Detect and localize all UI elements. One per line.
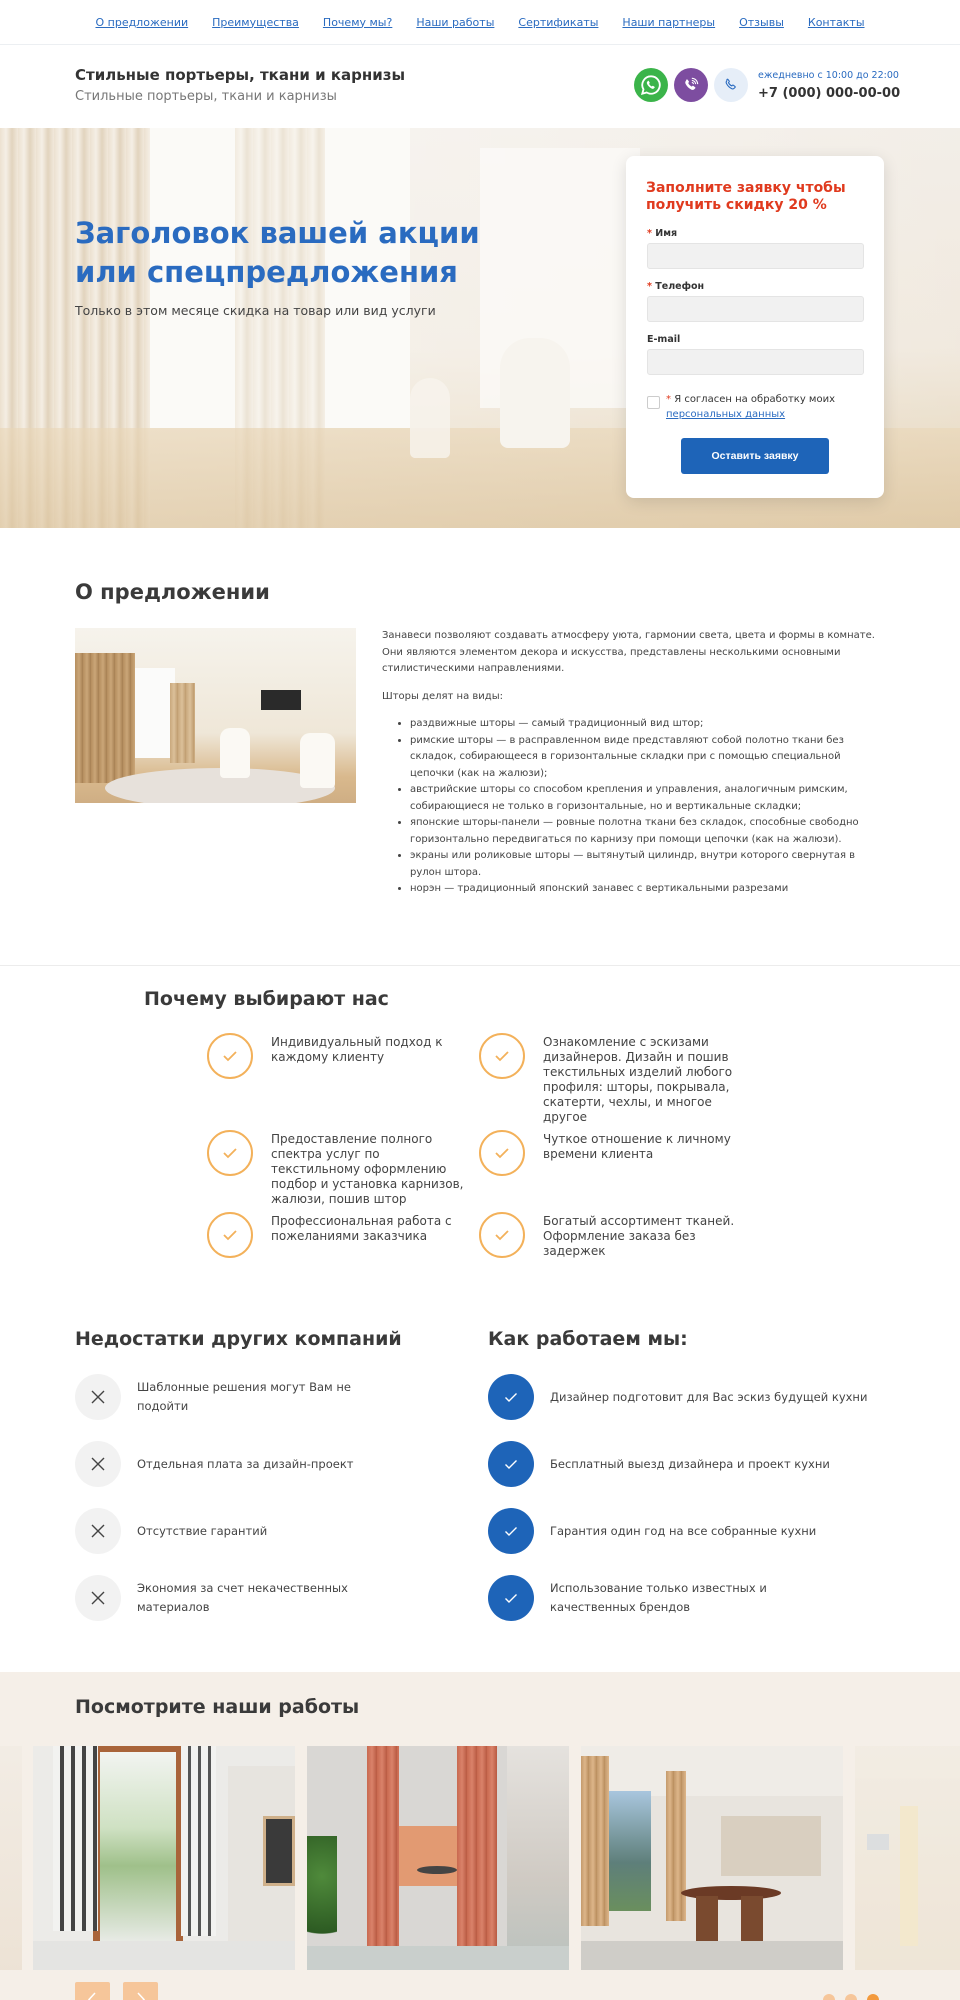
name-label [647,228,677,239]
consent-checkbox[interactable] [647,396,660,409]
list-item: • римские шторы — в расправленном виде представляют собой полотно ткани без складок, собирающееся в горизонтальные складки при с помощью специальной цепочки (как на жалюзи); [410,733,887,783]
pros-item [488,1575,888,1621]
personal-data-link[interactable]: персональных данных [666,409,786,420]
curtain-types-list [382,716,887,898]
works-section [0,1672,960,2000]
why-item [479,1033,739,1125]
cross-icon [75,1508,121,1554]
carousel-dot[interactable] [823,1994,835,2000]
list-item: • экраны или роликовые шторы — вытянутый цилиндр, внутри которого свернутая в рулон штора. [410,848,887,881]
section-divider [0,965,960,966]
cross-icon [75,1575,121,1621]
hero-title: Заголовок вашей акции или спецпредложения [75,216,480,289]
nav-link-reviews[interactable]: Отзывы [739,15,784,29]
list-item: • австрийские шторы со способом крепления и управления, аналогичным римским, собирающиеся не только в горизонтальные, но и вертикальные складки; [410,782,887,815]
chevron-right-icon [123,1982,158,2000]
why-item-text: Предоставление полного спектра услуг по текстильному оформлению подбор и установка карнизов, жалюзи, пошив штор [271,1132,464,1206]
phone-label-text: Телефон [655,281,705,292]
site-header [0,46,960,128]
cons-item [75,1374,405,1420]
nav-link-works[interactable]: Наши работы [416,15,495,29]
discount-request-form [626,156,884,498]
nav-link-advantages[interactable]: Преимущества [212,15,299,29]
consent-text [666,394,835,405]
check-icon [488,1374,534,1420]
pros-item-text: Дизайнер подготовит для Вас эскиз будущей кухни [550,1389,868,1404]
work-slide[interactable] [581,1746,843,1970]
consent-text-label: Я согласен на обработку моих [674,394,836,405]
name-label-text: Имя [655,228,678,239]
pros-item [488,1508,888,1554]
pros-item-text: Бесплатный выезд дизайнера и проект кухни [550,1456,830,1471]
nav-link-about[interactable]: О предложении [95,15,189,29]
form-title: Заполните заявку чтобы получить скидку 20 % [646,180,846,213]
carousel-prev-button[interactable] [75,1982,110,2000]
email-input[interactable] [647,349,864,375]
why-item-text: Индивидуальный подход к каждому клиенту [271,1035,443,1064]
top-navigation [0,0,960,45]
work-slide[interactable] [307,1746,569,1970]
cross-icon [75,1441,121,1487]
name-input[interactable] [647,243,864,269]
cons-item-text: Шаблонные решения могут Вам не подойти [137,1380,351,1413]
about-image [75,628,356,803]
works-title: Посмотрите наши работы [75,1696,360,1718]
cons-item-text: Экономия за счет некачественных материалов [137,1581,348,1614]
work-slide[interactable] [33,1746,295,1970]
why-item-text: Профессиональная работа с пожеланиями заказчика [271,1214,452,1243]
cons-item-text: Отдельная плата за дизайн-проект [137,1456,354,1471]
work-slide-partial[interactable] [0,1746,22,1970]
check-icon [479,1130,525,1176]
hero-subtitle: Только в этом месяце скидка на товар или вид услуги [75,303,436,318]
why-title: Почему выбирают нас [144,988,389,1010]
list-item: • норэн — традиционный японский занавес с вертикальными разрезами [410,881,887,898]
email-label: E-mail [647,334,681,345]
hero-background-chair [500,338,570,448]
check-icon [488,1508,534,1554]
whatsapp-icon[interactable] [634,68,668,102]
check-icon [207,1130,253,1176]
submit-request-button[interactable]: Оставить заявку [681,438,829,474]
phone-input[interactable] [647,296,864,322]
about-list-intro: Шторы делят на виды: [382,690,503,702]
required-mark: * [666,394,671,405]
carousel-next-button[interactable] [123,1982,158,2000]
hero-banner [0,128,960,528]
about-paragraph: Занавеси позволяют создавать атмосферу уюта, гармонии света, цвета и формы в комнате. Они являются элементом декора и искусства, представлены несколькими основными стилистическими направлениями. [382,630,875,674]
cons-item [75,1575,405,1621]
nav-link-contacts[interactable]: Контакты [807,15,865,29]
why-item [479,1212,739,1259]
check-icon [479,1212,525,1258]
pros-item [488,1441,888,1487]
pros-item-text: Использование только известных и качественных брендов [550,1581,767,1614]
check-icon [488,1441,534,1487]
phone-number[interactable]: +7 (000) 000-00-00 [758,86,901,101]
list-item: • раздвижные шторы — самый традиционный вид штор; [410,716,887,733]
nav-link-partners[interactable]: Наши партнеры [622,15,716,29]
cons-item [75,1441,405,1487]
why-item-text: Богатый ассортимент тканей. Оформление заказа без задержек [543,1214,735,1258]
viber-icon[interactable] [674,68,708,102]
cons-item-text: Отсутствие гарантий [137,1523,268,1538]
hero-background-chair [410,378,450,458]
about-text [382,628,887,898]
check-icon [207,1033,253,1079]
why-item-text: Ознакомление с эскизами дизайнеров. Дизайн и пошив текстильных изделий любого профиля: шторы, покрывала, скатерти, чехлы, и многое другое [543,1035,733,1124]
phone-icon[interactable] [714,68,748,102]
carousel-dot-active[interactable] [867,1994,879,2000]
pros-item-text: Гарантия один год на все собранные кухни [550,1523,817,1538]
why-item [207,1033,467,1079]
why-item [479,1130,739,1176]
cons-title: Недостатки других компаний [75,1328,402,1350]
site-title: Стильные портьеры, ткани и карнизы [75,66,406,84]
working-hours: ежедневно с 10:00 до 22:00 [758,70,899,81]
pros-title: Как работаем мы: [488,1328,688,1350]
phone-label [647,281,704,292]
check-icon [488,1575,534,1621]
required-mark: * [647,228,652,239]
cons-item [75,1508,405,1554]
chevron-left-icon [75,1982,110,2000]
nav-link-why-us[interactable]: Почему мы? [322,15,393,29]
pros-item [488,1374,888,1420]
why-item [207,1130,467,1207]
site-subtitle: Стильные портьеры, ткани и карнизы [75,89,337,104]
about-title: О предложении [75,580,270,604]
messenger-icons [634,68,748,102]
required-mark: * [647,281,652,292]
why-item-text: Чуткое отношение к личному времени клиента [543,1132,731,1161]
list-item: • японские шторы-панели — ровные полотна ткани без складок, способные свободно горизонтально передвигаться по карнизу при помощи цепочки (как на жалюзи). [410,815,887,848]
nav-link-certificates[interactable]: Сертификаты [518,15,599,29]
check-icon [479,1033,525,1079]
cross-icon [75,1374,121,1420]
why-item [207,1212,467,1258]
carousel-dot[interactable] [845,1994,857,2000]
work-slide-partial[interactable] [855,1746,960,1970]
check-icon [207,1212,253,1258]
